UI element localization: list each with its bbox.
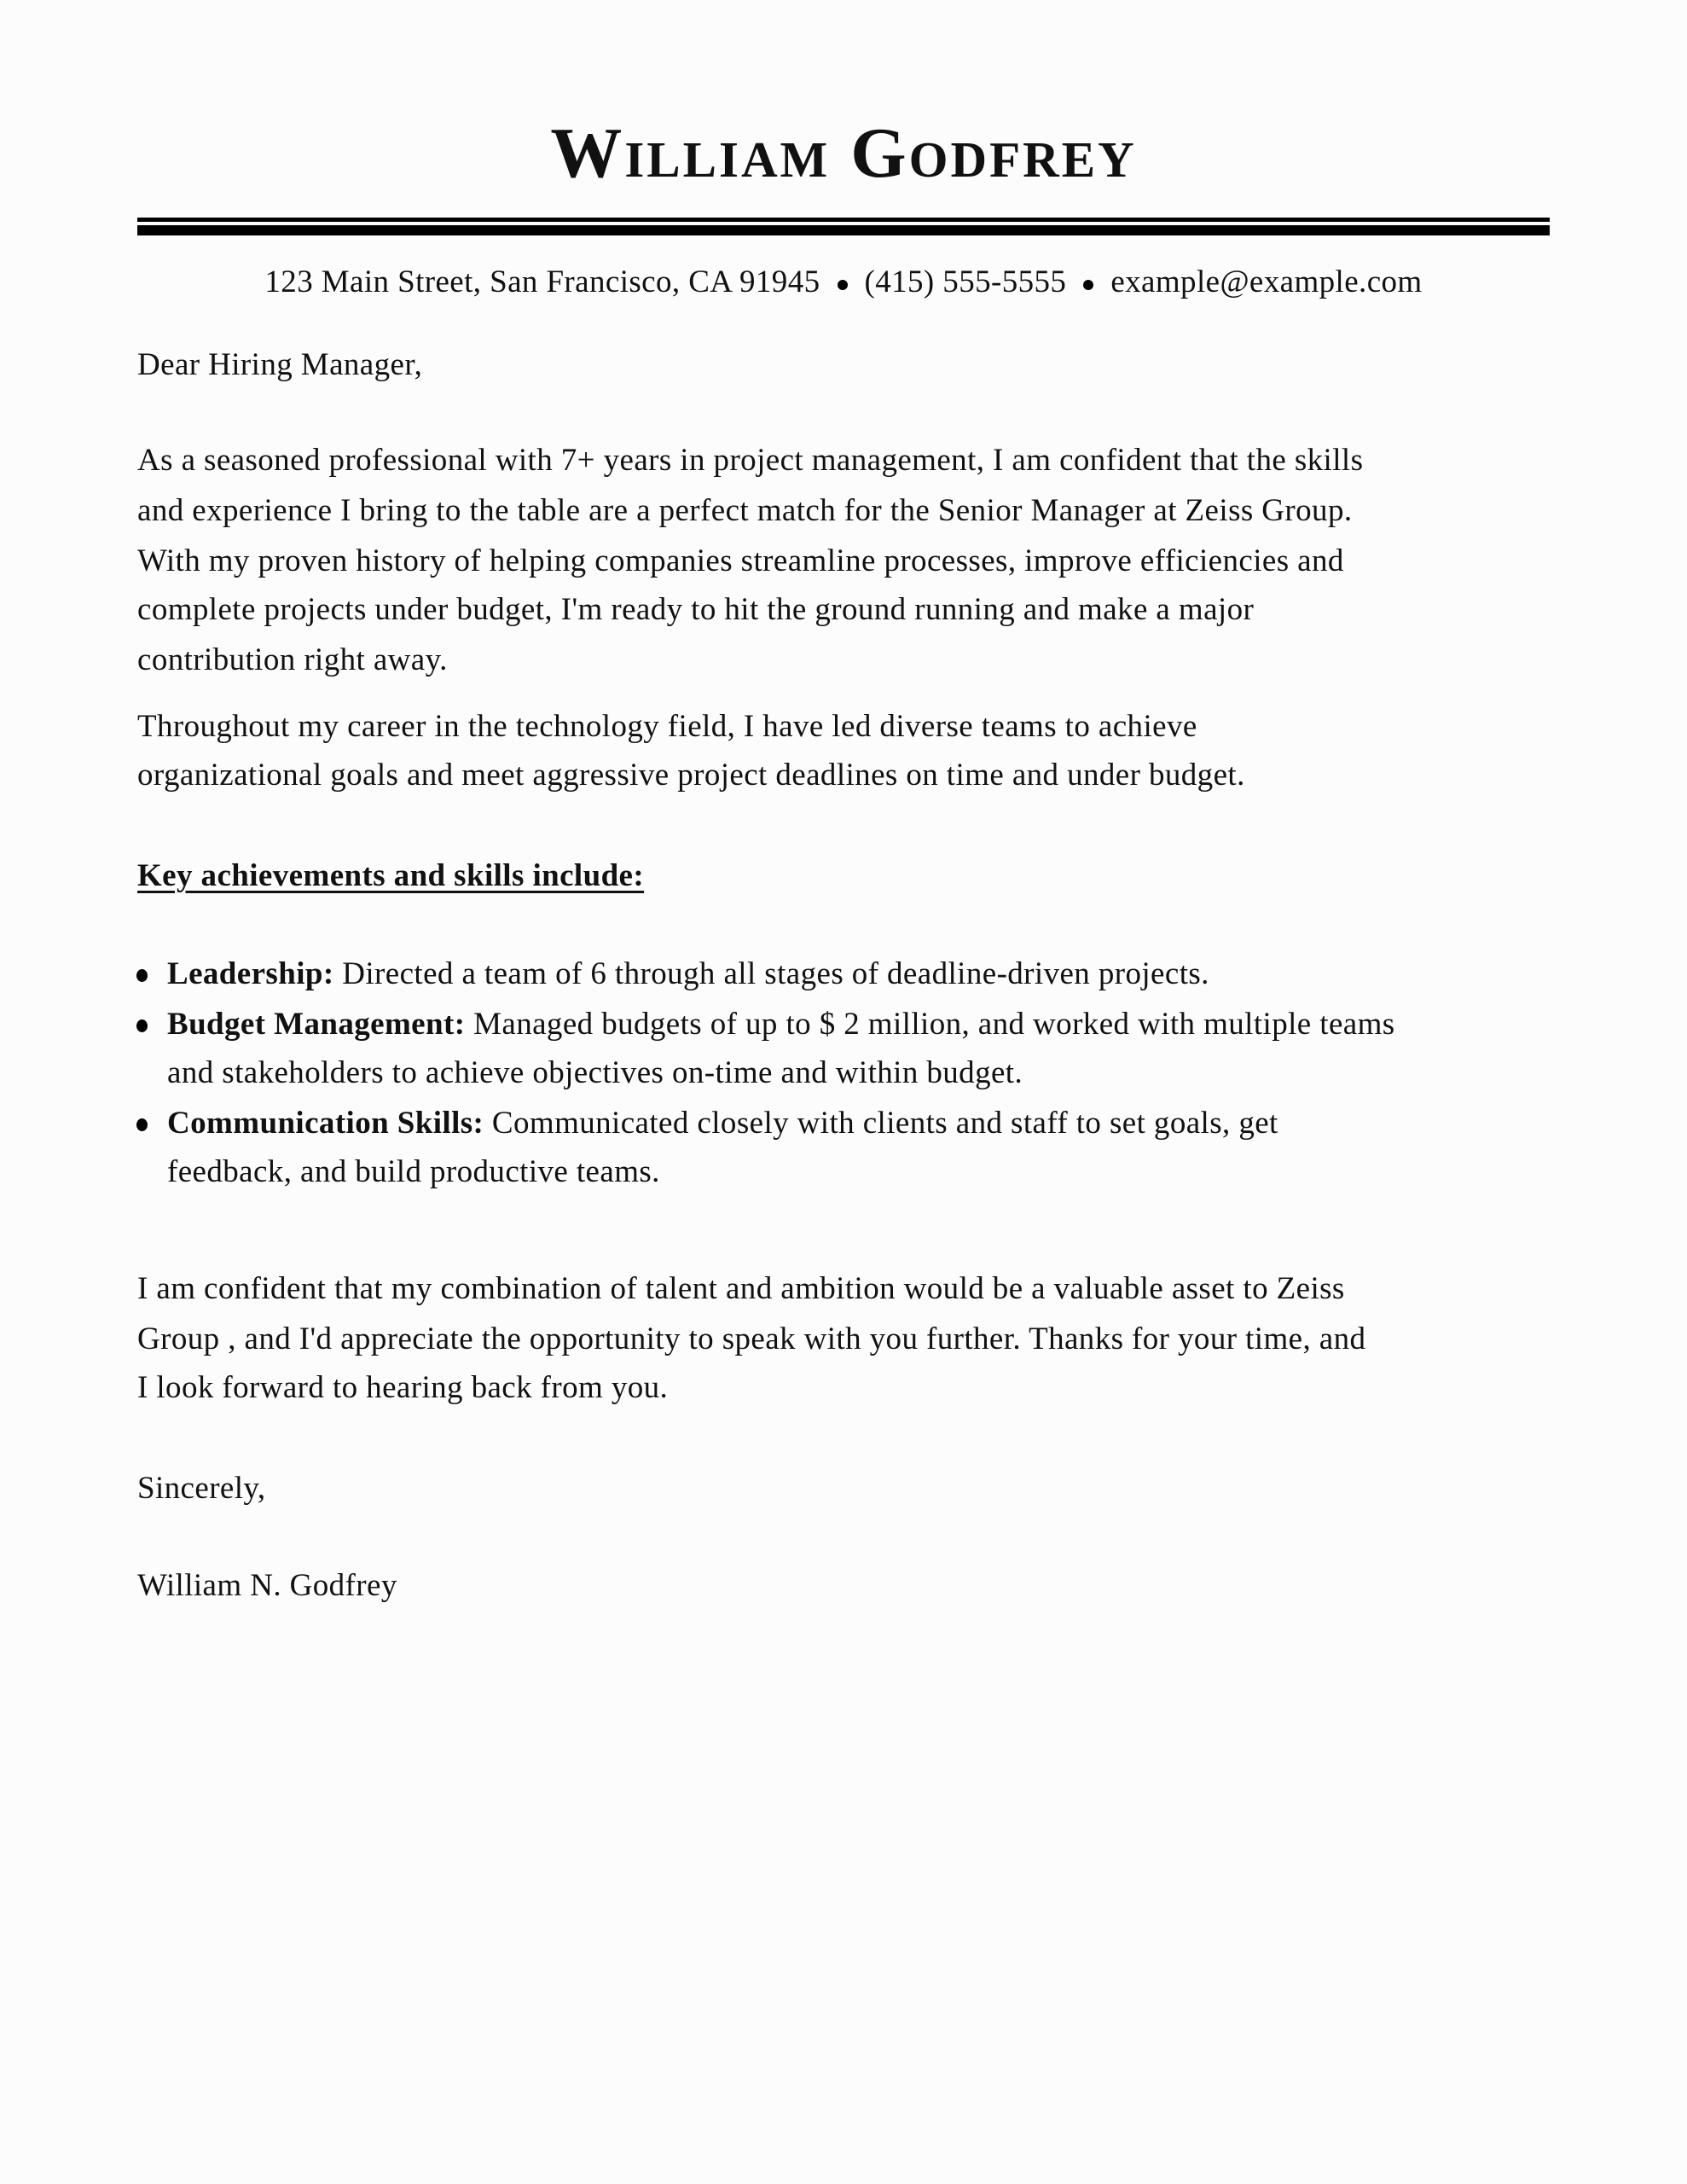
achievement-text: feedback, and build productive teams. bbox=[167, 1154, 660, 1189]
bullet-icon bbox=[136, 969, 148, 982]
achievement-label: Communication Skills: bbox=[167, 1106, 484, 1141]
closing-line: Group , and I'd appreciate the opportunity to speak with you further. Thanks for your time, and bbox=[137, 1321, 1366, 1356]
paragraph1-line: complete projects under budget, I'm ready to hit the ground running and make a major bbox=[137, 592, 1255, 627]
salutation: Dear Hiring Manager, bbox=[137, 347, 423, 382]
achievement-label: Leadership: bbox=[167, 956, 334, 991]
closing-line: I am confident that my combination of talent and ambition would be a valuable asset to Zeiss bbox=[137, 1271, 1345, 1306]
achievement-label: Budget Management: bbox=[167, 1007, 466, 1042]
achievement-item bbox=[167, 950, 1209, 999]
achievements-heading: Key achievements and skills include: bbox=[137, 858, 645, 893]
address: 123 Main Street, San Francisco, CA 91945 bbox=[264, 264, 820, 299]
paragraph1-line: and experience I bring to the table are a perfect match for the Senior Manager at Zeiss Group. bbox=[137, 493, 1353, 528]
bullet-separator-icon bbox=[1083, 280, 1093, 290]
achievement-text: Managed budgets of up to $ 2 million, and worked with multiple teams bbox=[465, 1007, 1395, 1042]
paragraph1-line: As a seasoned professional with 7+ years in project management, I am confident that the skills bbox=[137, 443, 1364, 478]
applicant-name: William Godfrey bbox=[550, 113, 1137, 193]
signature: William N. Godfrey bbox=[137, 1568, 397, 1603]
closing-line: I look forward to hearing back from you. bbox=[137, 1370, 669, 1405]
achievement-text: and stakeholders to achieve objectives on-time and within budget. bbox=[167, 1055, 1023, 1090]
signoff: Sincerely, bbox=[137, 1471, 266, 1506]
contact-line bbox=[0, 258, 1687, 307]
achievement-text: Directed a team of 6 through all stages of deadline-driven projects. bbox=[333, 956, 1209, 991]
bullet-icon bbox=[136, 1019, 148, 1032]
achievement-item bbox=[167, 1099, 1278, 1148]
header-rule-thick bbox=[137, 225, 1550, 235]
paragraph2-line: Throughout my career in the technology field, I have led diverse teams to achieve bbox=[137, 709, 1197, 744]
achievement-text: Communicated closely with clients and staff to set goals, get bbox=[484, 1106, 1278, 1141]
bullet-icon bbox=[136, 1118, 148, 1131]
paragraph1-line: contribution right away. bbox=[137, 642, 448, 677]
achievement-item bbox=[167, 1000, 1395, 1049]
phone: (415) 555-5555 bbox=[864, 264, 1067, 299]
header-rule-thin bbox=[137, 218, 1550, 222]
email: example@example.com bbox=[1110, 264, 1423, 299]
paragraph2-line: organizational goals and meet aggressive project deadlines on time and under budget. bbox=[137, 758, 1245, 793]
paragraph1-line: With my proven history of helping companies streamline processes, improve efficiencies and bbox=[137, 543, 1344, 578]
bullet-separator-icon bbox=[838, 280, 848, 290]
